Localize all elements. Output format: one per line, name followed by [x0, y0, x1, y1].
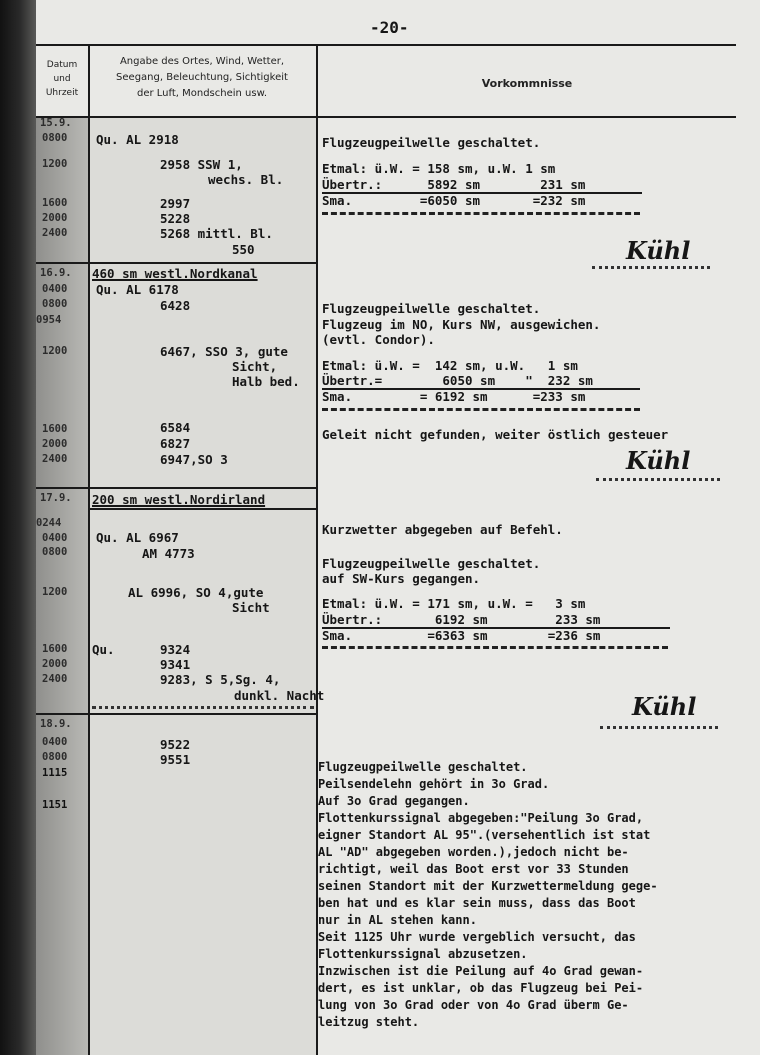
event-text: Geleit nicht gefunden, weiter östlich gesteuer: [322, 427, 669, 442]
signature: Kühl: [626, 236, 691, 265]
event-line: Peilsendelehn gehört in 3o Grad.: [318, 777, 550, 791]
time: 0800: [42, 546, 68, 558]
time: 0954: [36, 314, 62, 326]
position-entry: AL 6996, SO 4,gute: [128, 585, 264, 600]
event-line: Seit 1125 Uhr wurde vergeblich versucht, das: [318, 930, 636, 944]
event-text: Etmal: ü.W. = 142 sm, u.W. 1 sm: [322, 358, 578, 373]
date-18-9: 18.9.: [40, 718, 72, 730]
header-date-time: Datum und Uhrzeit: [45, 60, 79, 98]
header-location-weather: Angabe des Ortes, Wind, Wetter, Seegang, Beleuchtung, Sichtigkeit der Luft, Mondschein usw.: [116, 56, 288, 99]
event-text: Etmal: ü.W. = 171 sm, u.W. = 3 sm: [322, 596, 586, 611]
position-entry: 6584: [160, 420, 191, 435]
event-text: Flugzeugpeilwelle geschaltet.: [322, 135, 541, 150]
position-entry: 5268 mittl. Bl.: [160, 226, 273, 241]
event-text: auf SW-Kurs gegangen.: [322, 571, 481, 586]
weather-entry: Sicht,: [232, 359, 278, 374]
event-line: Flottenkurssignal abgegeben:"Peilung 3o Grad,: [318, 811, 644, 825]
time: 1600: [42, 423, 68, 435]
position-entry: Qu. AL 2918: [96, 132, 179, 147]
position-entry: Qu.: [92, 642, 115, 657]
day-separator: [90, 508, 316, 510]
position-entry: 6467, SSO 3, gute: [160, 344, 288, 359]
position-entry: 9551: [160, 752, 191, 767]
time: 1200: [42, 158, 68, 170]
event-line: Flugzeugpeilwelle geschaltet.: [318, 760, 528, 774]
position-entry: 5228: [160, 211, 191, 226]
day-separator: [36, 713, 316, 715]
event-text: Übertr.= 6050 sm " 232 sm: [322, 373, 593, 388]
page-number: -20-: [370, 18, 409, 37]
event-text: Etmal: ü.W. = 158 sm, u.W. 1 sm: [322, 161, 556, 176]
column-divider-1: [88, 44, 90, 1055]
time: 0244: [36, 517, 62, 529]
position-entry: AM 4773: [142, 546, 195, 561]
time: 2000: [42, 438, 68, 450]
signature-dots: [592, 266, 710, 269]
event-text: Flugzeugpeilwelle geschaltet.: [322, 556, 541, 571]
event-line: Inzwischen ist die Peilung auf 4o Grad gewan-: [318, 964, 644, 978]
position-entry: 9324: [160, 642, 191, 657]
event-text: Flugzeugpeilwelle geschaltet.: [322, 301, 541, 316]
position-note: 460 sm westl.Nordkanal: [92, 266, 258, 281]
total-dash-rule: [322, 212, 640, 215]
signature-dots: [600, 726, 718, 729]
time: 0800: [42, 751, 68, 763]
signature: Kühl: [632, 692, 697, 721]
signature-dots: [596, 478, 720, 481]
binding-spine: [0, 0, 36, 1055]
event-line: richtigt, weil das Boot erst vor 33 Stunden: [318, 862, 629, 876]
date-15-9: 15.9.: [40, 117, 72, 129]
time: 0400: [42, 736, 68, 748]
event-text: Sma. = 6192 sm =233 sm: [322, 389, 586, 404]
date-17-9: 17.9.: [40, 492, 72, 504]
time: 2400: [42, 453, 68, 465]
event-text-block-18-9: [318, 759, 658, 1031]
event-text: Sma. =6050 sm =232 sm: [322, 193, 586, 208]
time: 0800: [42, 132, 68, 144]
event-line: AL "AD" abgegeben worden.),jedoch nicht be-: [318, 845, 629, 859]
time: 1151: [42, 799, 68, 811]
event-text: Kurzwetter abgegeben auf Befehl.: [322, 522, 563, 537]
event-text: Sma. =6363 sm =236 sm: [322, 628, 601, 643]
dotted-separator: [92, 706, 314, 709]
event-text: Flugzeug im NO, Kurs NW, ausgewichen.: [322, 317, 601, 332]
position-entry: 6827: [160, 436, 191, 451]
event-line: Auf 3o Grad gegangen.: [318, 794, 470, 808]
position-note: 200 sm westl.Nordirland: [92, 492, 266, 507]
event-text: Übertr.: 6192 sm 233 sm: [322, 612, 601, 627]
position-entry: 9283, S 5,Sg. 4,: [160, 672, 281, 687]
time: 0400: [42, 532, 68, 544]
event-line: nur in AL stehen kann.: [318, 913, 477, 927]
event-line: lung von 3o Grad oder von 4o Grad überm Ge-: [318, 998, 629, 1012]
time: 0400: [42, 283, 68, 295]
event-line: Flottenkurssignal abzusetzen.: [318, 947, 528, 961]
event-line: ben hat und es klar sein muss, dass das Boot: [318, 896, 636, 910]
table-top-rule: [36, 44, 736, 46]
time: 2400: [42, 227, 68, 239]
time: 2400: [42, 673, 68, 685]
position-entry: 6428: [160, 298, 191, 313]
time: 2000: [42, 212, 68, 224]
signature: Kühl: [626, 446, 691, 475]
time: 1600: [42, 197, 68, 209]
time: 1600: [42, 643, 68, 655]
position-entry: Qu. AL 6967: [96, 530, 179, 545]
total-dash-rule: [322, 646, 668, 649]
position-entry: 2997: [160, 196, 191, 211]
time: 2000: [42, 658, 68, 670]
event-text: (evtl. Condor).: [322, 332, 435, 347]
weather-entry: 550: [232, 242, 255, 257]
date-16-9: 16.9.: [40, 267, 72, 279]
position-entry: 6947,SO 3: [160, 452, 228, 467]
position-entry: 9341: [160, 657, 191, 672]
weather-entry: dunkl. Nacht: [234, 688, 325, 703]
position-entry: Qu. AL 6178: [96, 282, 179, 297]
event-line: dert, es ist unklar, ob das Flugzeug bei Pei-: [318, 981, 644, 995]
header-events: Vorkommnisse: [481, 77, 573, 90]
header-bottom-rule: [36, 116, 736, 118]
position-entry: 9522: [160, 737, 191, 752]
total-dash-rule: [322, 408, 640, 411]
weather-entry: Sicht: [232, 600, 270, 615]
position-entry: 2958 SSW 1,: [160, 157, 243, 172]
day-separator: [36, 262, 316, 264]
event-text: Übertr.: 5892 sm 231 sm: [322, 177, 586, 192]
event-line: eigner Standort AL 95".(versehentlich ist stat: [318, 828, 651, 842]
weather-entry: Halb bed.: [232, 374, 300, 389]
time: 1200: [42, 345, 68, 357]
day-separator: [36, 487, 316, 489]
time: 1200: [42, 586, 68, 598]
event-line: seinen Standort mit der Kurzwettermeldung gege-: [318, 879, 658, 893]
event-line: leitzug steht.: [318, 1015, 420, 1029]
time: 0800: [42, 298, 68, 310]
time: 1115: [42, 767, 68, 779]
weather-entry: wechs. Bl.: [208, 172, 284, 187]
